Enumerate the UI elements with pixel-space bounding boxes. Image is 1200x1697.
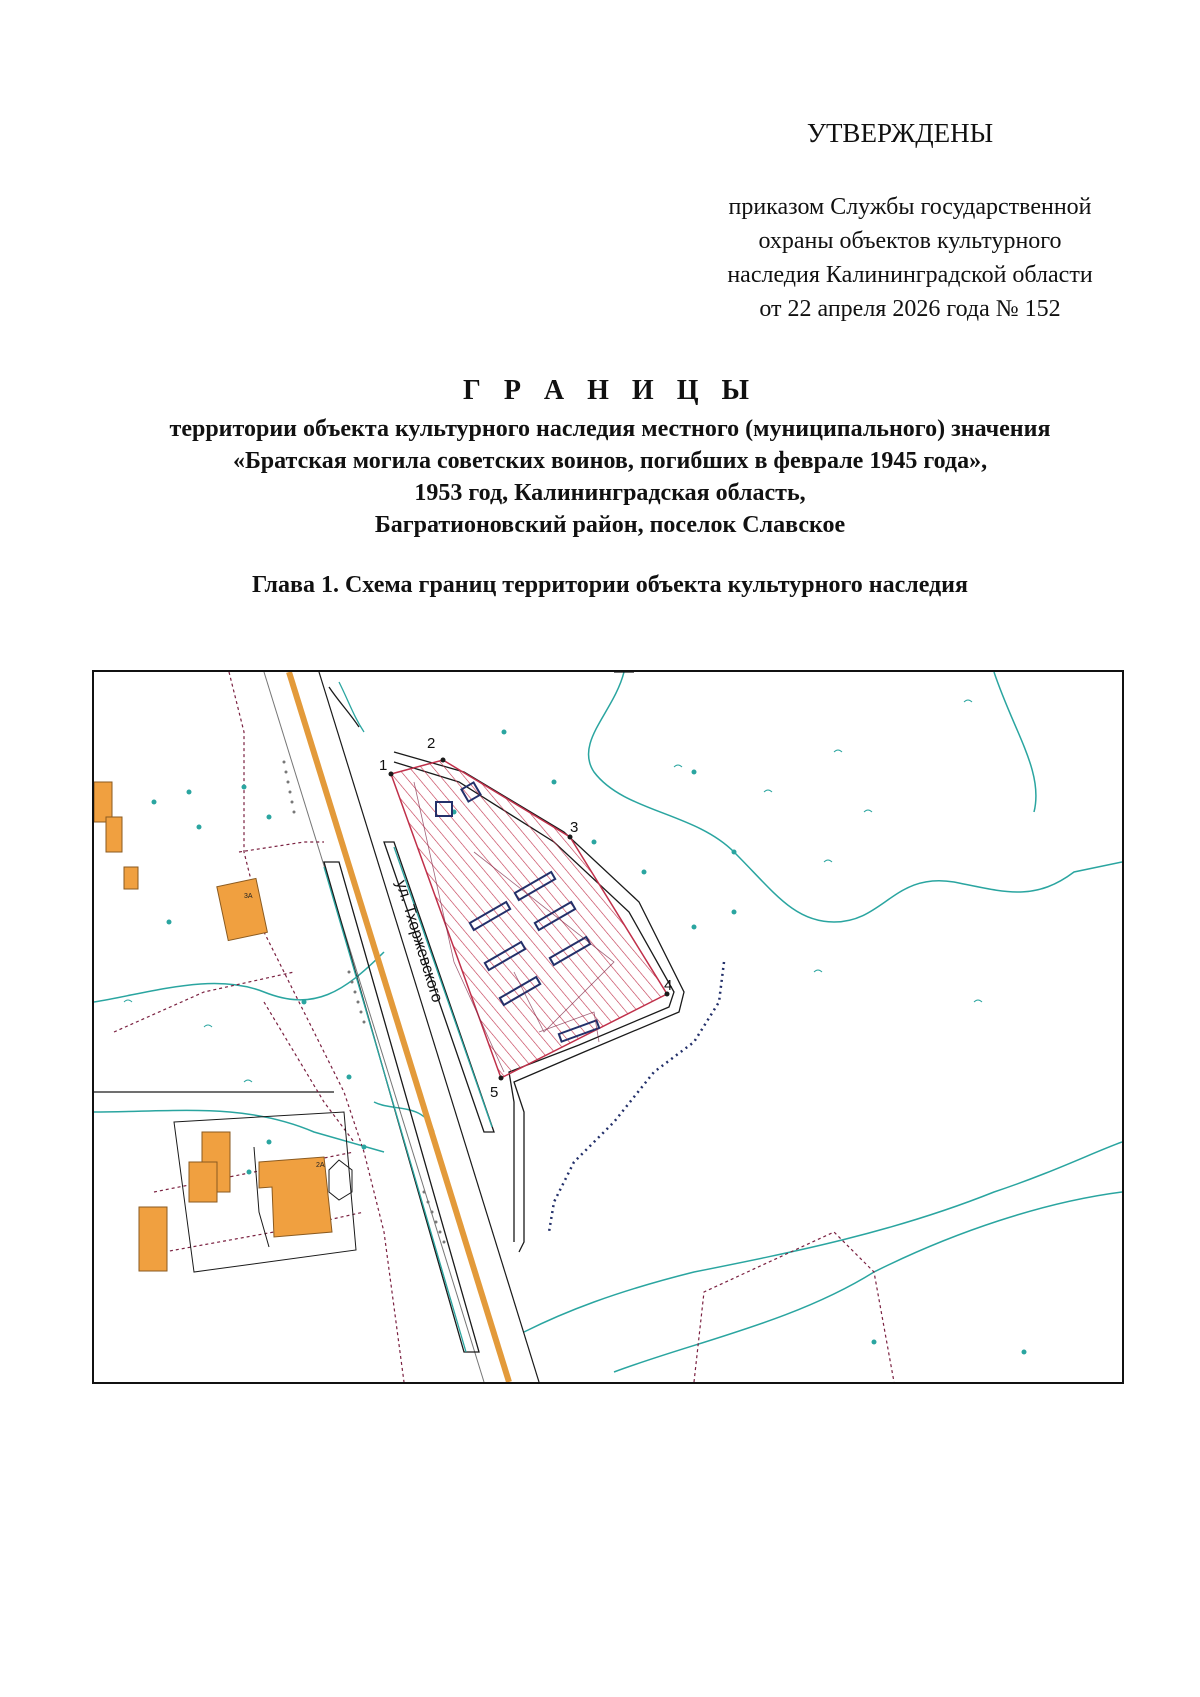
building-number-label: 2А <box>316 1162 325 1169</box>
street-label: ул. Тхоржевского <box>392 878 446 1005</box>
point-label-5: 5 <box>490 1084 499 1101</box>
point-label-1: 1 <box>379 757 388 774</box>
monument-territory <box>391 760 667 1078</box>
point-label-3: 3 <box>570 819 579 836</box>
title-line: 1953 год, Калининградская область, <box>414 480 806 506</box>
approval-line: наследия Калининградской области <box>727 262 1093 288</box>
approval-line: от 22 апреля 2026 года № 152 <box>759 296 1061 322</box>
vegetation-markers <box>152 730 1027 1355</box>
title-line: Багратионовский район, поселок Славское <box>374 512 846 538</box>
boundary-map <box>92 670 1124 1384</box>
map-drawing <box>94 672 1122 1382</box>
approval-text <box>660 190 1160 326</box>
point-label-2: 2 <box>427 735 436 752</box>
title-line: территории объекта культурного наследия местного (муниципального) значения <box>169 416 1051 442</box>
approval-heading: УТВЕРЖДЕНЫ <box>806 118 994 148</box>
buildings <box>94 782 332 1271</box>
building-number-label: 3А <box>244 893 253 900</box>
approval-line: приказом Службы государственной <box>728 194 1092 220</box>
title-main: Г Р А Н И Ц Ы <box>463 375 757 406</box>
document-title <box>80 375 1140 541</box>
point-label-4: 4 <box>664 977 673 994</box>
title-line: «Братская могила советских воинов, погибших в феврале 1945 года», <box>232 448 988 474</box>
chapter-heading: Глава 1. Схема границ территории объекта культурного наследия <box>251 572 968 598</box>
approval-line: охраны объектов культурного <box>758 228 1062 254</box>
